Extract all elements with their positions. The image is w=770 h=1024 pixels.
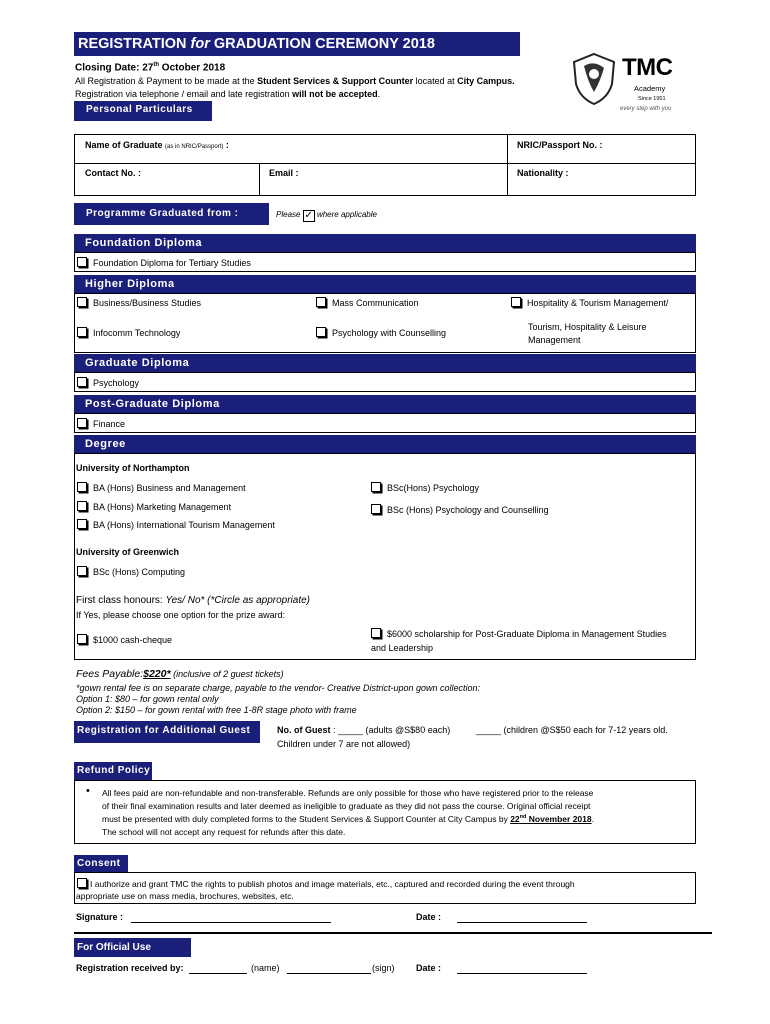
sign-caption: (sign) [372, 963, 395, 973]
children-note: Children under 7 are not allowed) [277, 739, 411, 749]
consent-heading: Consent [74, 855, 128, 872]
higher-psychology-option[interactable]: Psychology with Counselling [316, 327, 446, 338]
refund-line-3: must be presented with duly completed forms to the Student Services & Support Counter at City Campus by 22nd November 2018. [102, 814, 594, 824]
university-northampton: University of Northampton [76, 463, 190, 473]
checkbox-icon[interactable] [77, 377, 87, 387]
logo-sub: Academy [634, 84, 666, 93]
nationality-label[interactable]: Nationality : [517, 168, 569, 178]
fees-payable: Fees Payable:$220* (inclusive of 2 guest tickets) [76, 668, 284, 680]
table-divider [507, 134, 508, 196]
signature-label: Signature : [76, 912, 124, 922]
official-date-label: Date : [416, 963, 442, 973]
check-icon: ✓ [304, 210, 313, 221]
checkbox-icon[interactable] [77, 566, 87, 576]
checkbox-icon[interactable] [371, 482, 381, 492]
ba-marketing-option[interactable]: BA (Hons) Marketing Management [77, 501, 231, 512]
tmc-logo [570, 50, 690, 120]
higher-hospitality-option[interactable]: Hospitality & Tourism Management/ [511, 297, 668, 308]
contact-label[interactable]: Contact No. : [85, 168, 141, 178]
checkbox-icon[interactable] [77, 519, 87, 529]
higher-infocomm-option[interactable]: Infocomm Technology [77, 327, 180, 338]
checkbox-icon[interactable] [77, 501, 87, 511]
official-use-heading: For Official Use [74, 938, 191, 957]
foundation-option[interactable]: Foundation Diploma for Tertiary Studies [77, 257, 251, 268]
children-count-line[interactable]: _____ (children @S$50 each for 7-12 years old. [476, 725, 668, 735]
postgrad-box [74, 413, 696, 433]
higher-business-option[interactable]: Business/Business Studies [77, 297, 201, 308]
registration-received-label: Registration received by: [76, 963, 184, 973]
logo-name: TMC [622, 54, 673, 81]
official-date-input[interactable] [457, 973, 587, 974]
name-caption: (name) [251, 963, 280, 973]
scholarship-option[interactable]: $6000 scholarship for Post-Graduate Diploma in Management Studies and Leadership [371, 629, 667, 653]
checkbox-icon[interactable] [511, 297, 521, 307]
graduate-diploma-heading: Graduate Diploma [74, 354, 696, 372]
refund-line-1: All fees paid are non-refundable and non-transferable. Refunds are only possible for those who have registered prior to the release [102, 788, 594, 798]
additional-guest-heading: Registration for Additional Guest [74, 721, 260, 743]
registration-note-2: Registration via telephone / email and late registration will not be accepted. [75, 89, 381, 99]
higher-mass-option[interactable]: Mass Communication [316, 297, 419, 308]
bsc-psych-counselling-option[interactable]: BSc (Hons) Psychology and Counselling [371, 504, 549, 515]
postgrad-diploma-heading: Post-Graduate Diploma [74, 395, 696, 413]
graduate-psychology-option[interactable]: Psychology [77, 377, 139, 388]
personal-particulars-heading: Personal Particulars [74, 101, 212, 121]
prize-award-note: If Yes, please choose one option for the prize award: [76, 610, 286, 620]
ba-tourism-option[interactable]: BA (Hons) International Tourism Management [77, 519, 275, 530]
graduate-name-label[interactable]: Name of Graduate (as in NRIC/Passport) : [85, 140, 229, 150]
gown-option-1: Option 1: $80 – for gown rental only [76, 694, 219, 704]
guest-count-line[interactable]: No. of Guest : _____ (adults @S$80 each) [277, 725, 451, 735]
checkbox-icon[interactable] [77, 257, 87, 267]
refund-line-4: The school will not accept any request for refunds after this date. [102, 827, 346, 837]
logo-tagline: every step with you [620, 106, 672, 112]
higher-diploma-heading: Higher Diploma [74, 275, 696, 293]
form-title: REGISTRATION for GRADUATION CEREMONY 2018 [74, 32, 520, 56]
received-sign-input[interactable] [287, 973, 371, 974]
checkbox-icon[interactable] [371, 504, 381, 514]
graduate-box [74, 372, 696, 392]
bsc-psychology-option[interactable]: BSc(Hons) Psychology [371, 482, 479, 493]
higher-tourism-option: Tourism, Hospitality & Leisure Management [528, 322, 647, 345]
consent-line-1[interactable]: I authorize and grant TMC the rights to publish photos and image materials, etc., captured and recorded during the event through [77, 878, 575, 889]
closing-date: Closing Date: 27th October 2018 [75, 62, 226, 74]
checkbox-icon[interactable] [77, 878, 87, 888]
refund-bullet: • [86, 785, 90, 797]
refund-policy-heading: Refund Policy [74, 762, 152, 780]
checkbox-icon[interactable] [77, 327, 87, 337]
consent-line-2: appropriate use on mass media, brochures, websites, etc. [76, 891, 294, 901]
refund-line-2: of their final examination results and later deemed as ineligible to graduate as they did not pass the course. Original official receipt [102, 801, 591, 811]
ba-business-option[interactable]: BA (Hons) Business and Management [77, 482, 246, 493]
first-class-honours[interactable]: First class honours: Yes/ No* (*Circle as appropriate) [76, 595, 310, 606]
gown-rental-note: *gown rental fee is on separate charge, payable to the vendor- Creative District-upon gown collection: [76, 683, 481, 693]
postgrad-finance-option[interactable]: Finance [77, 418, 125, 429]
checkbox-icon[interactable] [316, 297, 326, 307]
checkbox-icon[interactable] [77, 634, 87, 644]
checkbox-icon[interactable] [371, 628, 381, 638]
checkbox-icon[interactable] [77, 297, 87, 307]
checkbox-icon[interactable] [316, 327, 326, 337]
please-tick-note: Please ✓ where applicable [276, 210, 377, 221]
signature-date-input[interactable] [457, 922, 587, 923]
signature-date-label: Date : [416, 912, 442, 922]
email-label[interactable]: Email : [269, 168, 299, 178]
shield-icon [570, 52, 618, 106]
university-greenwich: University of Greenwich [76, 547, 180, 557]
foundation-diploma-heading: Foundation Diploma [74, 234, 696, 252]
degree-heading: Degree [74, 435, 696, 453]
table-divider [74, 163, 696, 164]
signature-input[interactable] [131, 922, 331, 923]
cash-cheque-option[interactable]: $1000 cash-cheque [77, 634, 172, 645]
nric-label[interactable]: NRIC/Passport No. : [517, 140, 603, 150]
logo-since: Since 1951 [638, 96, 666, 102]
bsc-computing-option[interactable]: BSc (Hons) Computing [77, 566, 185, 577]
checkbox-icon[interactable] [77, 418, 87, 428]
registration-note-1: All Registration & Payment to be made at the Student Services & Support Counter located at City Campus. [75, 76, 515, 86]
table-divider [259, 163, 260, 196]
programme-heading: Programme Graduated from : [74, 203, 269, 225]
official-divider [74, 932, 712, 934]
checkbox-icon[interactable] [77, 482, 87, 492]
received-name-input[interactable] [189, 973, 247, 974]
gown-option-2: Option 2: $150 – for gown rental with free 1-8R stage photo with frame [76, 705, 357, 715]
